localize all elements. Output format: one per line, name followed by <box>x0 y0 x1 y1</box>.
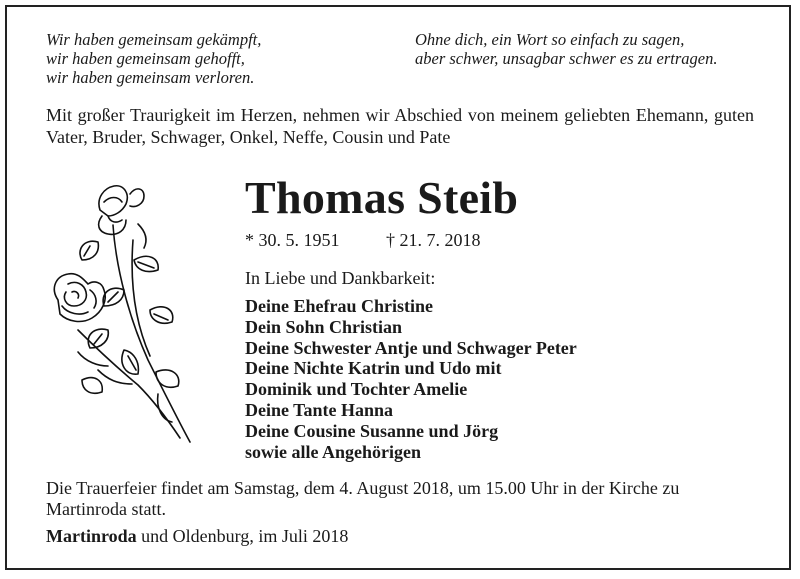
death-date: † 21. 7. 2018 <box>386 230 481 250</box>
poem-line: wir haben gemeinsam gehofft, <box>46 49 245 68</box>
poem-line: wir haben gemeinsam verloren. <box>46 68 255 87</box>
family-member: Deine Cousine Susanne und Jörg <box>245 420 499 441</box>
rose-icon <box>38 180 203 450</box>
family-list <box>245 296 577 462</box>
poem-line: Ohne dich, ein Wort so einfach zu sagen, <box>415 30 685 49</box>
birth-date: * 30. 5. 1951 <box>245 230 340 250</box>
family-member: sowie alle Angehörigen <box>245 441 421 462</box>
family-member: Deine Schwester Antje und Schwager Peter <box>245 337 577 358</box>
family-member: Dominik und Tochter Amelie <box>245 379 468 400</box>
poem-line: aber schwer, unsagbar schwer es zu ertragen. <box>415 49 718 68</box>
family-member: Dein Sohn Christian <box>245 316 403 337</box>
poem-left <box>46 30 261 87</box>
poem-line: Wir haben gemeinsam gekämpft, <box>46 30 262 49</box>
thanks-line: In Liebe und Dankbarkeit: <box>245 268 436 288</box>
poem-right <box>415 30 718 68</box>
family-member: Deine Nichte Katrin und Udo mit <box>245 358 502 379</box>
life-dates <box>245 230 481 251</box>
place-date-line <box>46 526 348 547</box>
service-info: Die Trauerfeier findet am Samstag, dem 4. August 2018, um 15.00 Uhr in der Kirche zu Martinroda statt. <box>46 478 680 519</box>
place-name: Martinroda <box>46 526 137 546</box>
family-member: Deine Ehefrau Christine <box>245 296 433 316</box>
place-date: und Oldenburg, im Juli 2018 <box>136 526 349 546</box>
deceased-name: Thomas Steib <box>245 172 519 223</box>
intro-text: Mit großer Traurigkeit im Herzen, nehmen wir Abschied von meinem geliebten Ehemann, guten Vater, Bruder, Schwager, Onkel, Neffe, Cousin und Pate <box>46 105 754 147</box>
family-member: Deine Tante Hanna <box>245 399 394 420</box>
